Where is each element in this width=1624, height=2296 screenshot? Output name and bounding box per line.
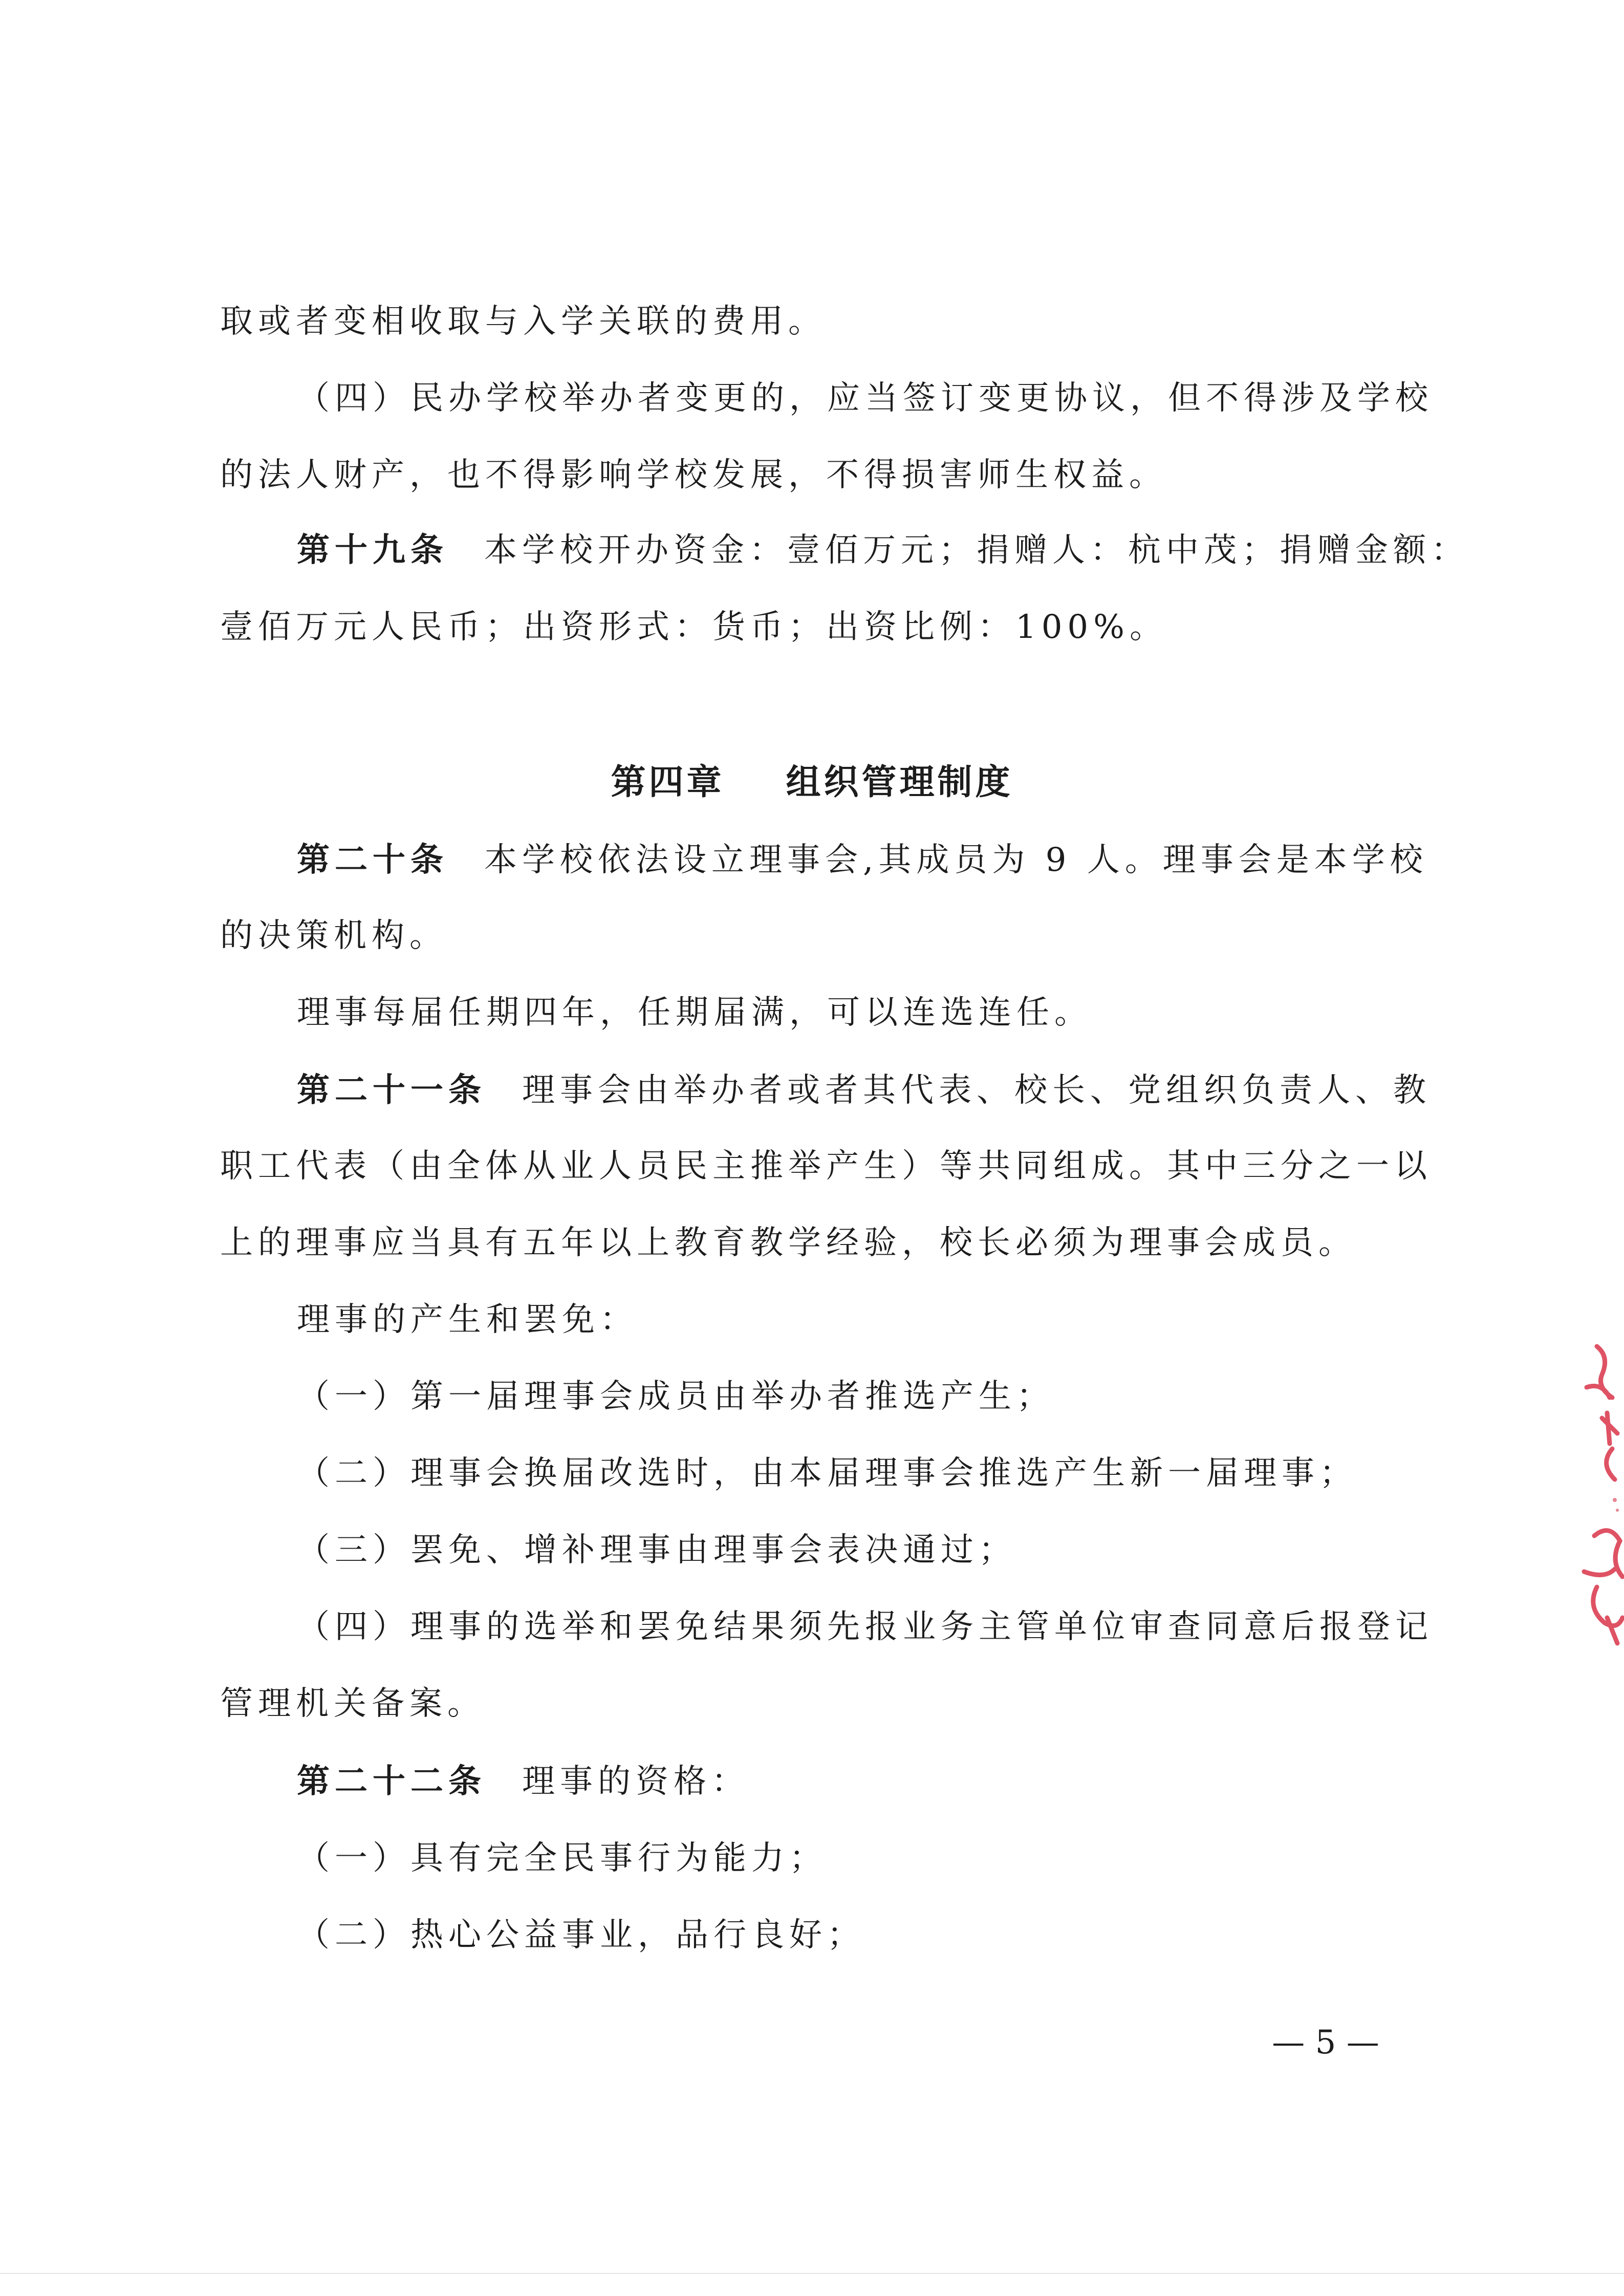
prev-item-4-line-2: 的法人财产，也不得影响学校发展，不得损害师生权益。: [220, 456, 1167, 494]
article-22-item-2: （二）热心公益事业，品行良好；: [297, 1916, 865, 1954]
article-21-item-1: （一）第一届理事会成员由举办者推选产生；: [297, 1378, 1054, 1415]
article-21-item-3: （三）罢免、增补理事由理事会表决通过；: [297, 1531, 1016, 1569]
article-21-intro: 理事的产生和罢免：: [297, 1301, 638, 1339]
continued-paragraph-line: 取或者变相收取与入学关联的费用。: [220, 303, 826, 340]
article-19-line-2: 壹佰万元人民币；出资形式：货币；出资比例：100%。: [220, 608, 1167, 646]
article-22-line-1: [297, 1756, 749, 1807]
article-22-item-1: （一）具有完全民事行为能力；: [297, 1839, 827, 1877]
article-20-text: 本学校依法设立理事会,其成员为 9 人。理事会是本学校: [484, 841, 1428, 879]
chapter-number: 第四章: [611, 762, 725, 803]
article-20-line-2: 的决策机构。: [220, 917, 447, 955]
article-19-text: 本学校开办资金：壹佰万元；捐赠人：杭中茂；捐赠金额：: [484, 531, 1469, 569]
page-number: — 5 —: [1272, 2024, 1379, 2062]
article-21-item-2: （二）理事会换届改选时，由本届理事会推选产生新一届理事；: [297, 1454, 1357, 1492]
article-21-heading: 第二十一条: [297, 1071, 486, 1109]
article-21-text: 理事会由举办者或者其代表、校长、党组织负责人、教: [522, 1071, 1431, 1109]
scan-edge-line: [0, 2273, 1624, 2274]
article-22-text: 理事的资格：: [522, 1763, 749, 1800]
article-21-item-4-line-1: （四）理事的选举和罢免结果须先报业务主管单位审查同意后报登记: [297, 1608, 1433, 1646]
article-21-line-2: 职工代表（由全体从业人员民主推举产生）等共同组成。其中三分之一以: [220, 1147, 1432, 1185]
red-seal-stamp-fragment: [1566, 1331, 1624, 1659]
article-20-term: 理事每届任期四年，任期届满，可以连选连任。: [297, 994, 1092, 1032]
chapter-heading: [0, 757, 1624, 808]
article-20-line-1: [297, 834, 1428, 886]
article-22-heading: 第二十二条: [297, 1762, 486, 1800]
chapter-title: 组织管理制度: [786, 762, 1013, 803]
article-20-heading: 第二十条: [297, 841, 448, 879]
article-21-line-3: 上的理事应当具有五年以上教育教学经验，校长必须为理事会成员。: [220, 1224, 1356, 1262]
article-21-line-1: [297, 1065, 1431, 1116]
prev-item-4-line-1: （四）民办学校举办者变更的，应当签订变更协议，但不得涉及学校: [297, 379, 1433, 417]
article-19-line-1: [297, 525, 1469, 576]
article-19-heading: 第十九条: [297, 531, 448, 569]
article-21-item-4-line-2: 管理机关备案。: [220, 1685, 485, 1723]
